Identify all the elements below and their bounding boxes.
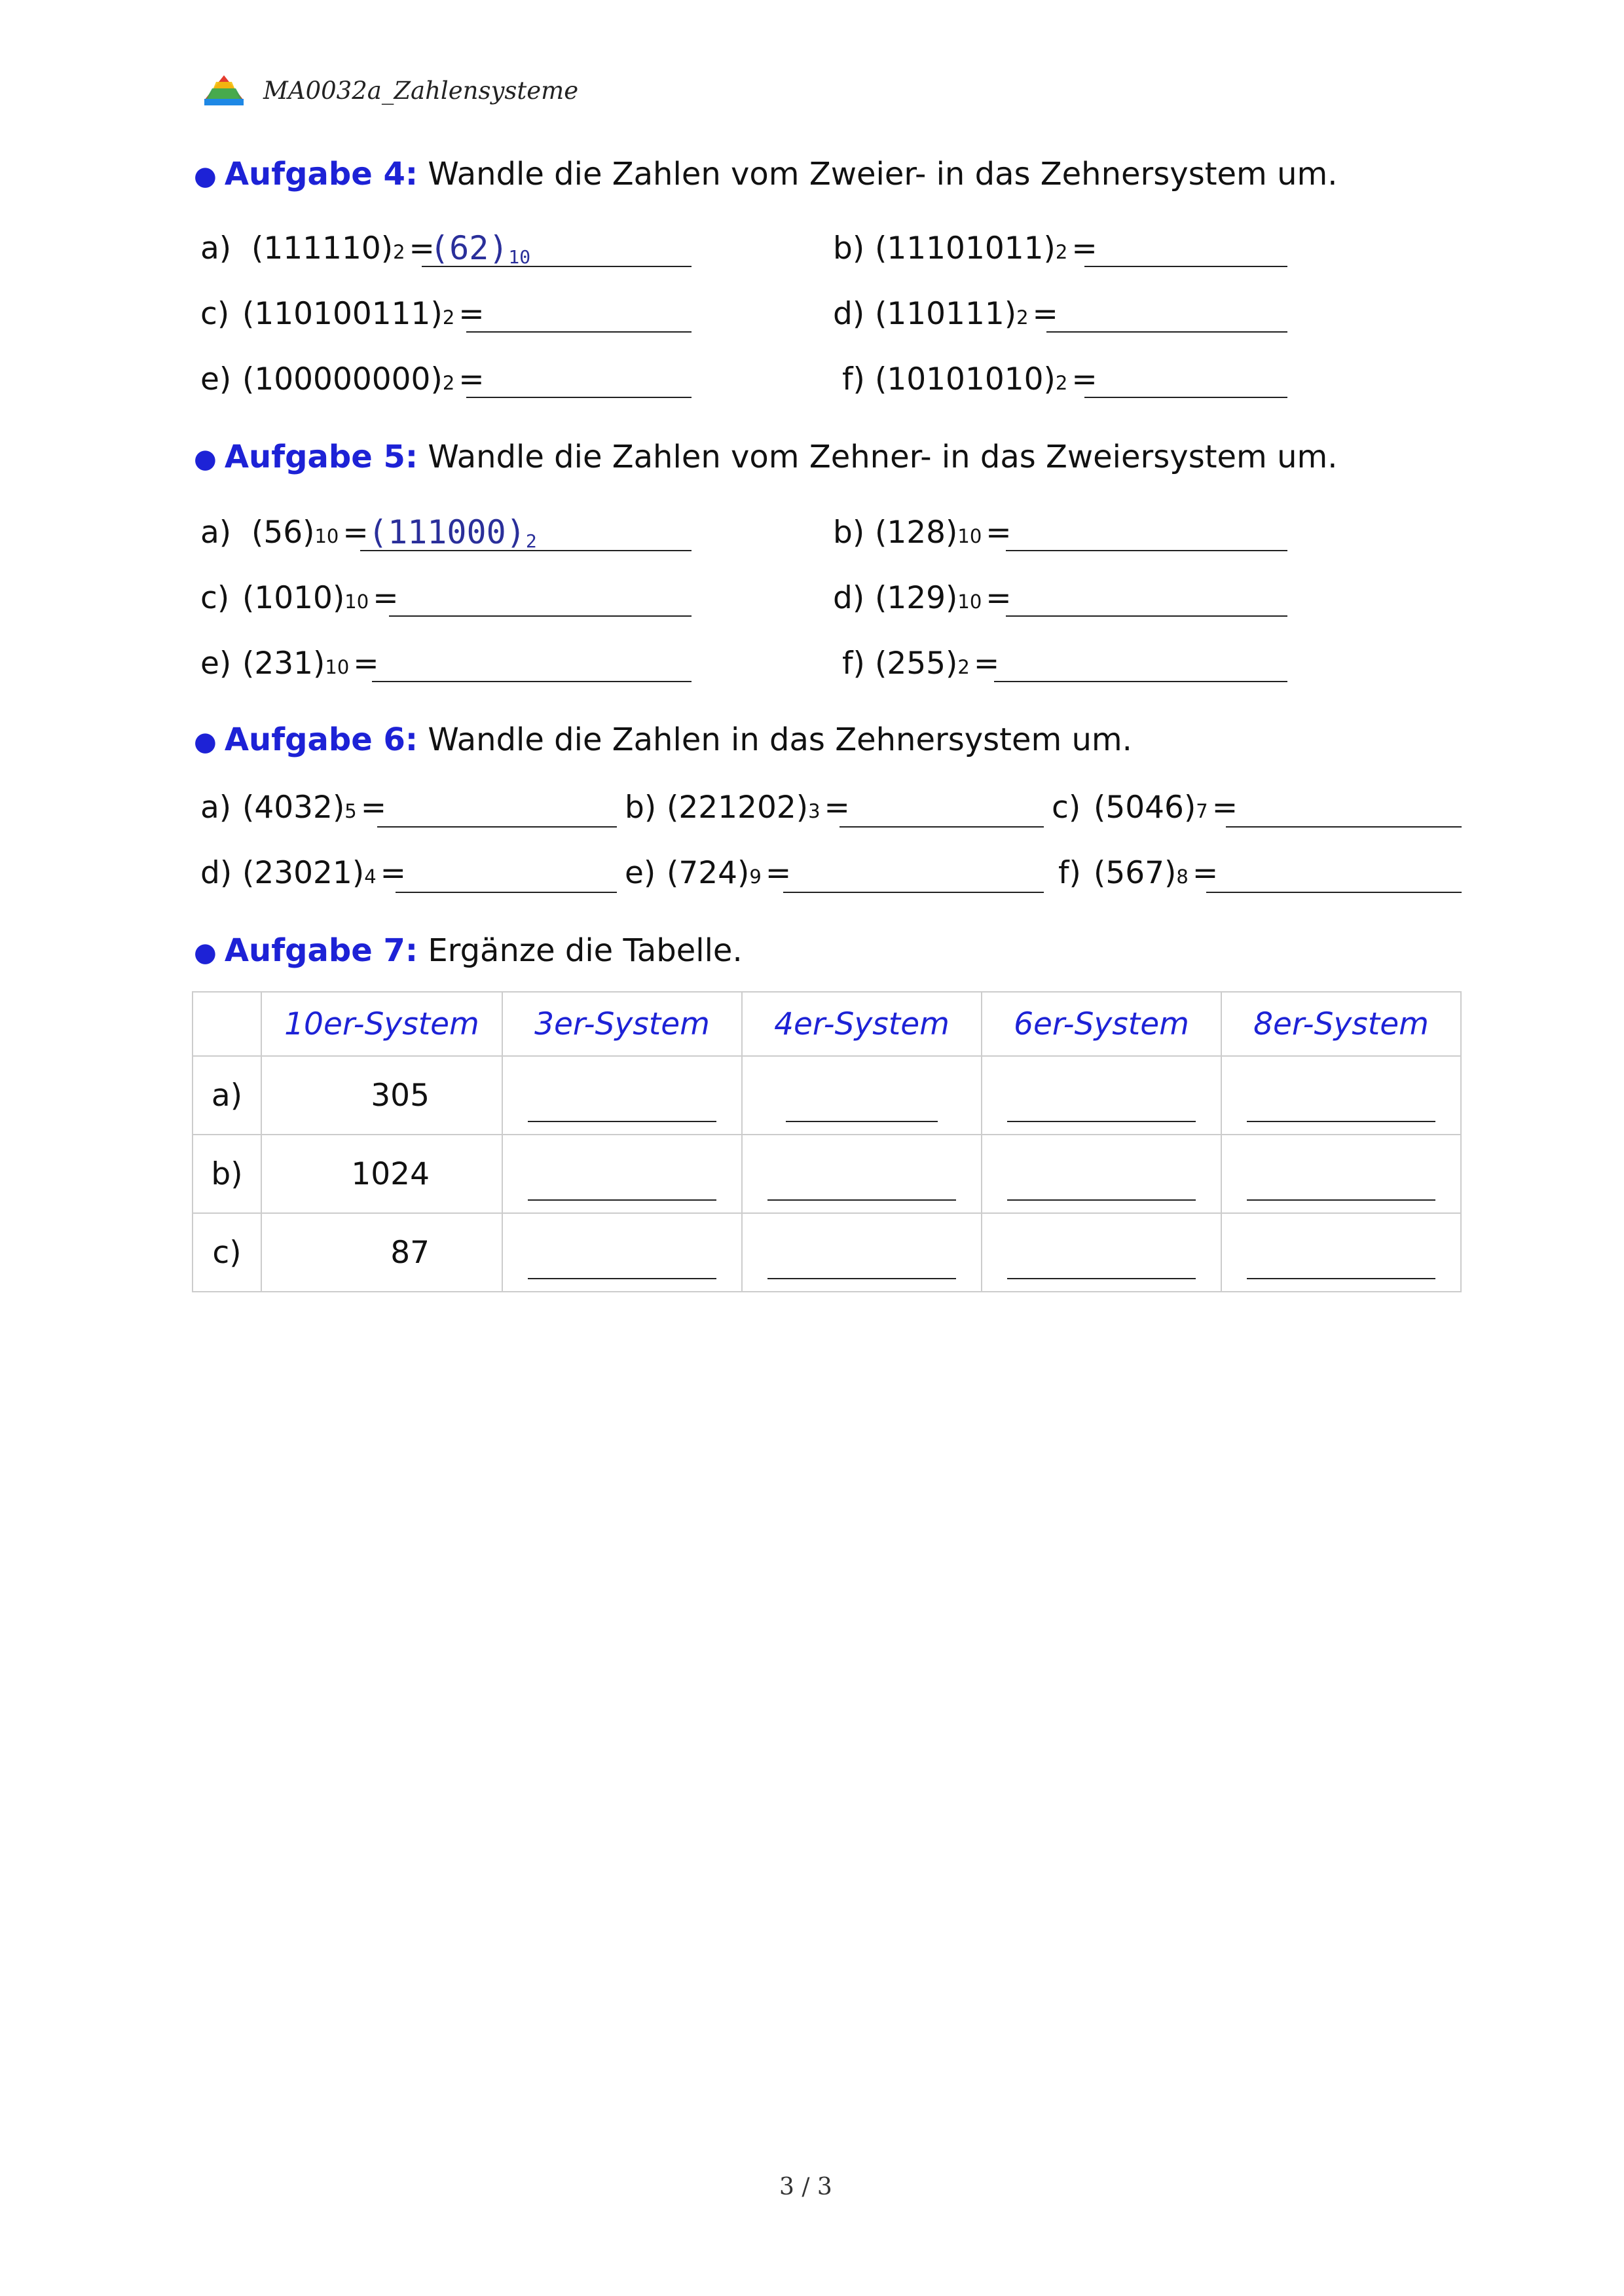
task5-item-d [833,580,1012,616]
answer-base: 10 [508,246,531,268]
bullet-icon: ● [194,444,217,474]
task5-heading [194,439,1338,475]
item-base: 10 [957,591,982,613]
item-base: 10 [325,656,350,678]
task6-item-e [625,855,791,891]
item-base: 2 [1055,241,1068,263]
item-number: (111110) [251,230,394,266]
answer-line[interactable] [422,266,692,267]
item-label: b) [625,790,657,826]
item-number: (129) [875,580,958,616]
equals-sign: = [1192,855,1219,891]
column-header: 6er-System [982,992,1221,1056]
answer-line[interactable] [396,892,617,893]
task5-item-b [833,515,1012,551]
task5-label: Aufgabe 5: [224,439,418,475]
answer-cell[interactable] [1221,1213,1461,1292]
column-header: 10er-System [261,992,502,1056]
task6-item-d [200,855,406,891]
answer-line[interactable] [840,826,1044,828]
task6-item-c [1052,790,1238,826]
item-base: 2 [957,656,970,678]
item-label: e) [625,855,656,891]
equals-sign: = [458,296,485,332]
item-label: e) [200,646,232,682]
item-base: 3 [808,800,821,822]
item-label: f) [1058,855,1081,891]
answer-number: (111000) [368,513,526,551]
task5-answer-a [368,513,537,552]
equals-sign: = [765,855,792,891]
table-corner-cell [193,992,261,1056]
answer-cell[interactable] [1221,1135,1461,1213]
answer-cell[interactable] [1221,1056,1461,1135]
item-label: b) [833,230,865,266]
task5-text: Wandle die Zahlen vom Zehner- in das Zweiersystem um. [428,439,1338,475]
item-label: a) [200,790,232,826]
item-base: 2 [442,372,455,394]
answer-line[interactable] [1206,892,1462,893]
equals-sign: = [1032,296,1058,332]
bullet-icon: ● [194,727,217,757]
answer-number: (62) [430,229,509,267]
row-label: a) [193,1056,261,1135]
item-number: (221202) [667,790,809,826]
answer-cell[interactable] [742,1213,982,1292]
answer-line[interactable] [1046,331,1287,333]
bullet-icon: ● [194,938,217,968]
item-number: (110111) [875,296,1017,332]
equals-sign: = [986,515,1012,551]
item-label: f) [842,646,865,682]
task4-answer-a [430,229,530,268]
item-label: d) [833,296,865,332]
equals-sign: = [973,646,1000,682]
item-number: (231) [242,646,325,682]
equals-sign: = [353,646,379,682]
item-base: 2 [442,306,455,329]
answer-line[interactable] [372,681,692,682]
task5-item-c [200,580,399,616]
answer-cell[interactable] [502,1056,742,1135]
row-value: 305 [261,1056,502,1135]
answer-cell[interactable] [742,1135,982,1213]
table-row [193,1135,1461,1213]
task6-item-a [200,790,386,826]
equals-sign: = [1071,361,1098,397]
answer-line[interactable] [466,331,692,333]
item-base: 2 [1055,372,1068,394]
item-number: (724) [667,855,750,891]
answer-cell[interactable] [982,1135,1221,1213]
task4-item-c [200,296,485,332]
task4-item-d [833,296,1058,332]
equals-sign: = [458,361,485,397]
item-label: a) [200,230,232,266]
equals-sign: = [1211,790,1238,826]
page-header [203,71,578,110]
item-number: (110100111) [242,296,443,332]
item-base: 4 [364,866,377,888]
task7-text: Ergänze die Tabelle. [428,932,743,969]
task4-item-b [833,230,1098,266]
equals-sign: = [986,580,1012,616]
equals-sign: = [342,515,369,551]
answer-line[interactable] [377,826,617,828]
equals-sign: = [360,790,387,826]
equals-sign: = [1071,230,1098,266]
row-label: c) [193,1213,261,1292]
task4-item-f [842,361,1098,397]
item-label: f) [842,361,865,397]
answer-line[interactable] [1084,397,1287,398]
item-base: 9 [749,866,762,888]
task7-heading [194,932,743,969]
item-number: (5046) [1094,790,1196,826]
answer-cell[interactable] [502,1135,742,1213]
item-base: 10 [314,525,339,547]
column-header: 8er-System [1221,992,1461,1056]
item-label: e) [200,361,232,397]
item-label: a) [200,515,232,551]
item-base: 10 [344,591,369,613]
task5-item-f [842,646,999,682]
item-number: (100000000) [242,361,443,397]
item-base: 5 [344,800,357,822]
item-number: (128) [875,515,958,551]
answer-line[interactable] [994,681,1287,682]
answer-cell[interactable] [742,1056,982,1135]
answer-line[interactable] [1084,266,1287,267]
task4-heading [194,156,1338,192]
item-label: d) [200,855,232,891]
task6-text: Wandle die Zahlen in das Zehnersystem um. [428,721,1132,758]
task6-item-b [625,790,850,826]
task6-label: Aufgabe 6: [224,721,418,758]
equals-sign: = [373,580,399,616]
item-base: 8 [1176,866,1189,888]
table-row [193,1056,1461,1135]
column-header: 3er-System [502,992,742,1056]
item-base: 7 [1196,800,1208,822]
answer-line[interactable] [1006,550,1287,551]
answer-line[interactable] [360,550,692,551]
column-header: 4er-System [742,992,982,1056]
item-number: (255) [875,646,958,682]
item-number: (567) [1094,855,1177,891]
item-label: c) [1052,790,1081,826]
row-value: 1024 [261,1135,502,1213]
task6-item-f [1058,855,1218,891]
item-base: 10 [957,525,982,547]
document-title: MA0032a_Zahlensysteme [263,76,579,105]
item-number: (11101011) [875,230,1056,266]
equals-sign: = [409,230,435,266]
item-number: (10101010) [875,361,1056,397]
answer-base: 2 [525,530,537,552]
item-number: (4032) [242,790,345,826]
answer-line[interactable] [1226,826,1462,828]
colorful-logo-icon [203,74,245,107]
bullet-icon: ● [194,161,217,191]
task5-item-e [200,646,379,682]
answer-line[interactable] [389,615,692,617]
row-value: 87 [261,1213,502,1292]
answer-cell[interactable] [502,1213,742,1292]
item-label: b) [833,515,865,551]
task4-label: Aufgabe 4: [224,156,418,192]
table-row [193,1213,1461,1292]
equals-sign: = [824,790,850,826]
item-label: d) [833,580,865,616]
answer-cell[interactable] [982,1056,1221,1135]
task6-heading [194,721,1132,758]
item-label: c) [200,580,230,616]
equals-sign: = [380,855,407,891]
item-number: (56) [251,515,315,551]
table-header-row [193,992,1461,1056]
row-label: b) [193,1135,261,1213]
item-base: 2 [393,241,405,263]
item-base: 2 [1016,306,1029,329]
answer-line[interactable] [1006,615,1287,617]
page-number: 3 / 3 [779,2174,832,2200]
task5-item-a [200,515,369,551]
answer-line[interactable] [783,892,1044,893]
task4-item-a [200,230,435,266]
answer-cell[interactable] [982,1213,1221,1292]
conversion-table [192,991,1462,1292]
item-number: (1010) [242,580,345,616]
answer-line[interactable] [466,397,692,398]
task4-text: Wandle die Zahlen vom Zweier- in das Zehnersystem um. [428,156,1338,192]
task4-item-e [200,361,485,397]
task7-label: Aufgabe 7: [224,932,418,969]
item-label: c) [200,296,230,332]
item-number: (23021) [242,855,365,891]
